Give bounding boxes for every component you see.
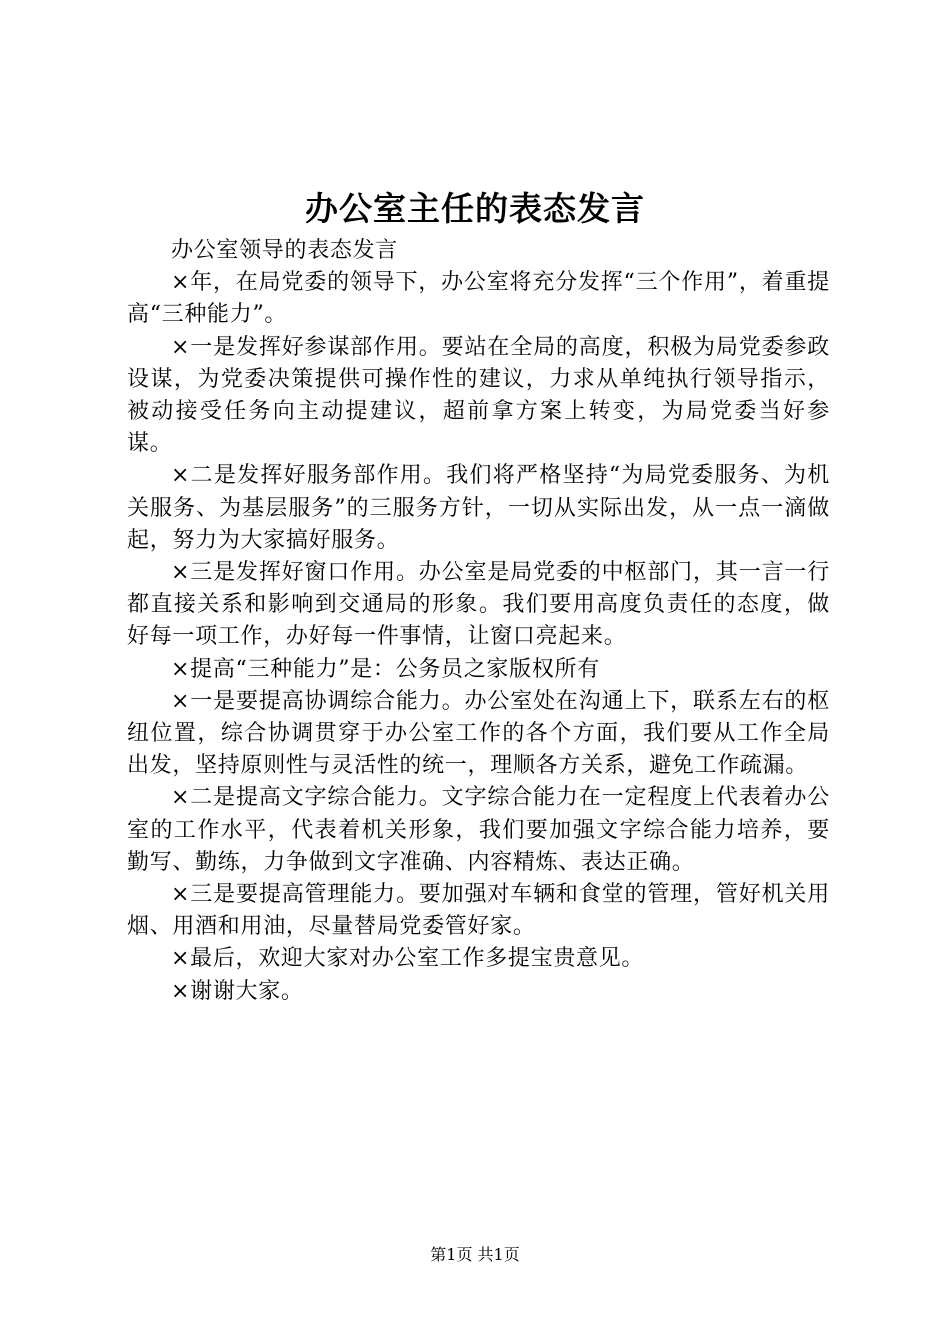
- paragraph: ×三是要提高管理能力。要加强对车辆和食堂的管理，管好机关用烟、用酒和用油，尽量替局党委管好家。: [127, 882, 830, 940]
- document-title: 办公室主任的表态发言: [305, 189, 645, 228]
- paragraph: ×二是发挥好服务部作用。我们将严格坚持“为局党委服务、为机关服务、为基层服务”的三服务方针，一切从实际出发，从一点一滴做起，努力为大家搞好服务。: [127, 463, 830, 553]
- paragraph: ×一是发挥好参谋部作用。要站在全局的高度，积极为局党委参政设谋，为党委决策提供可操作性的建议，力求从单纯执行领导指示，被动接受任务向主动提建议，超前拿方案上转变，为局党委当好参谋。: [127, 334, 830, 457]
- paragraph: ×一是要提高协调综合能力。办公室处在沟通上下，联系左右的枢纽位置，综合协调贯穿于办公室工作的各个方面，我们要从工作全局出发，坚持原则性与灵活性的统一，理顺各方关系，避免工作疏漏。: [127, 688, 830, 779]
- paragraph-subtitle: 办公室领导的表态发言: [171, 238, 399, 263]
- paragraph: ×三是发挥好窗口作用。办公室是局党委的中枢部门，其一言一行都直接关系和影响到交通局的形象。我们要用高度负责任的态度，做好每一项工作，办好每一件事情，让窗口亮起来。: [127, 560, 830, 650]
- paragraph: ×最后，欢迎大家对办公室工作多提宝贵意见。: [171, 946, 645, 972]
- paragraph: ×二是提高文字综合能力。文字综合能力在一定程度上代表着办公室的工作水平，代表着机关形象，我们要加强文字综合能力培养，要勤写、勤练，力争做到文字准确、内容精炼、表达正确。: [127, 785, 830, 875]
- page-number-footer: 第1页 共1页: [430, 1245, 520, 1264]
- paragraph: ×谢谢大家。: [171, 978, 304, 1004]
- document-body: [127, 235, 830, 1008]
- paragraph: ×提高“三种能力”是：公务员之家版权所有: [171, 656, 600, 682]
- paragraph: ×年，在局党委的领导下，办公室将充分发挥“三个作用”，着重提高“三种能力”。: [127, 270, 830, 328]
